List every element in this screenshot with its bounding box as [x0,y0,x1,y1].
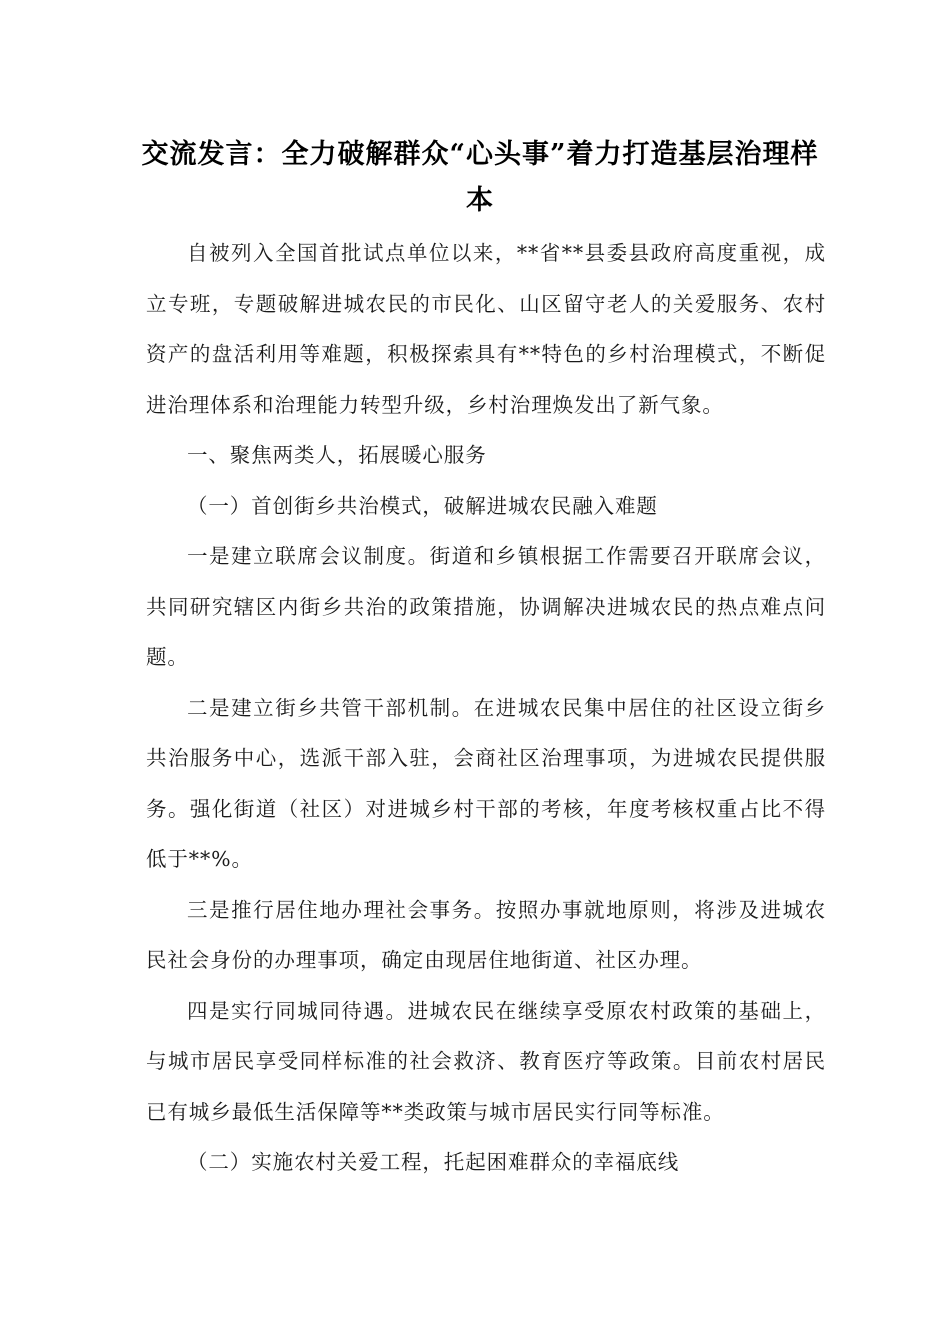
subsection-heading-2: （二）实施农村关爱工程，托起困难群众的幸福底线 [187,1150,680,1174]
body-paragraph-4: 四是实行同城同待遇。进城农民在继续享受原农村政策的基础上，与城市居民享受同样标准的社会救济、教育医疗等政策。目前农村居民已有城乡最低生活保障等**类政策与城市居民实行同等标准。 [146,998,826,1124]
body-paragraph-1: 一是建立联席会议制度。街道和乡镇根据工作需要召开联席会议，共同研究辖区内街乡共治的政策措施，协调解决进城农民的热点难点问题。 [146,544,826,669]
body-paragraph-3: 三是推行居住地办理社会事务。按照办事就地原则，将涉及进城农民社会身份的办理事项，确定由现居住地街道、社区办理。 [146,897,826,972]
intro-paragraph: 自被列入全国首批试点单位以来，**省**县委县政府高度重视，成立专班，专题破解进城农民的市民化、山区留守老人的关爱服务、农村资产的盘活利用等难题，积极探索具有**特色的乡村治理模式，不断促进治理体系和治理能力转型升级，乡村治理焕发出了新气象。 [146,241,826,417]
document-body [146,228,826,1188]
section-heading-1: 一、聚焦两类人，拓展暖心服务 [187,443,487,467]
body-paragraph-2: 二是建立街乡共管干部机制。在进城农民集中居住的社区设立街乡共治服务中心，选派干部入驻，会商社区治理事项，为进城农民提供服务。强化街道（社区）对进城乡村干部的考核，年度考核权重占比不得低于**%。 [146,695,826,871]
document-title: 交流发言：全力破解群众“心头事”着力打造基层治理样本 [141,139,819,216]
subsection-heading-1: （一）首创街乡共治模式，破解进城农民融入难题 [187,493,658,518]
